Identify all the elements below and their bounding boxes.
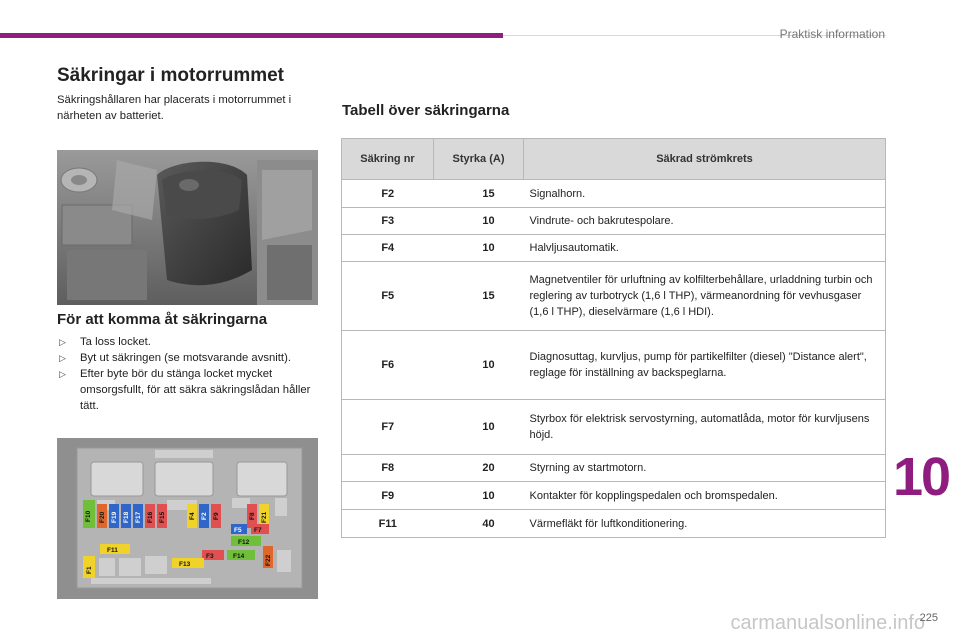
access-steps <box>57 334 322 414</box>
table-row <box>342 180 886 208</box>
fuse-number: F6 <box>342 331 434 400</box>
fuse-label: F5 <box>234 527 242 534</box>
column-header-circuit: Säkrad strömkrets <box>524 139 886 180</box>
fuse-label: F1 <box>86 566 93 574</box>
table-row <box>342 208 886 235</box>
access-subtitle: För att komma åt säkringarna <box>57 311 268 328</box>
fuse-circuit: Halvljusautomatik. <box>524 235 886 262</box>
fuse-amperage: 10 <box>434 331 524 400</box>
fuse-circuit: Styrning av startmotorn. <box>524 455 886 482</box>
fuse-circuit: Vindrute- och bakrutespolare. <box>524 208 886 235</box>
fuse-number: F5 <box>342 262 434 331</box>
fuse-amperage: 10 <box>434 482 524 510</box>
fuse-label: F11 <box>107 547 118 554</box>
table-title: Tabell över säkringarna <box>342 102 510 119</box>
fuse-circuit: Kontakter för kopplingspedalen och bromspedalen. <box>524 482 886 510</box>
fuse-amperage: 10 <box>434 208 524 235</box>
table-row <box>342 400 886 455</box>
fuse-number: F11 <box>342 510 434 538</box>
fuse-label: F9 <box>213 512 220 520</box>
column-header-amperage: Styrka (A) <box>434 139 524 180</box>
fuse-number: F4 <box>342 235 434 262</box>
fuse-circuit: Värmefläkt för luftkonditionering. <box>524 510 886 538</box>
list-item: ▷ Efter byte bör du stänga locket mycket omsorgsfullt, för att säkra säkringslådan håller tätt. <box>59 368 311 412</box>
table-row <box>342 482 886 510</box>
fuse-label: F20 <box>99 511 106 523</box>
fuse-circuit: Styrbox för elektrisk servostyrning, automatlåda, motor för kurvljusens höjd. <box>524 400 886 455</box>
fuse-label: F10 <box>85 510 92 522</box>
column-header-fuse: Säkring nr <box>342 139 434 180</box>
fuse-label: F7 <box>254 527 262 534</box>
table-row <box>342 262 886 331</box>
header-accent-bar <box>0 33 503 38</box>
fuse-label: F13 <box>179 561 191 568</box>
fuse-number: F9 <box>342 482 434 510</box>
fuse-number: F7 <box>342 400 434 455</box>
fuse-label: F22 <box>265 554 272 566</box>
fuse-circuit: Signalhorn. <box>524 180 886 208</box>
fuse-box-diagram <box>57 438 318 599</box>
fuse-label: F16 <box>147 511 154 523</box>
fuse-label: F18 <box>123 511 130 523</box>
table-row <box>342 331 886 400</box>
fuse-label: F12 <box>238 539 250 546</box>
page-title: Säkringar i motorrummet <box>57 65 284 86</box>
table-row <box>342 510 886 538</box>
fuse-amperage: 10 <box>434 235 524 262</box>
table-row <box>342 455 886 482</box>
fuse-amperage: 40 <box>434 510 524 538</box>
fuse-number: F8 <box>342 455 434 482</box>
fuse-amperage: 15 <box>434 180 524 208</box>
fuse-label: F4 <box>189 512 196 520</box>
watermark: carmanualsonline.info <box>730 612 925 634</box>
fuse-circuit: Magnetventiler för urluftning av kolfilterbehållare, urladdning turbin och reglering av turbotryck (1,6 l THP), värmeanordning för vevhusgaser (1,6 l THP), dieselvärmare (1,6 l HDI). <box>524 262 886 331</box>
fuse-amperage: 15 <box>434 262 524 331</box>
table-row <box>342 235 886 262</box>
list-item: ▷ Ta loss locket. <box>59 336 151 348</box>
fuse-table <box>341 138 886 538</box>
fuse-number: F3 <box>342 208 434 235</box>
fuse-label: F2 <box>201 512 208 520</box>
fuse-number: F2 <box>342 180 434 208</box>
intro-text: Säkringshållaren har placerats i motorrummet i närheten av batteriet. <box>57 94 292 122</box>
fuse-label: F15 <box>159 511 166 523</box>
bullet-icon: ▷ <box>59 369 66 379</box>
fuse-label: F19 <box>111 511 118 523</box>
section-label: Praktisk information <box>779 27 885 41</box>
fuse-label: F17 <box>135 511 142 523</box>
fuse-amperage: 10 <box>434 400 524 455</box>
fuse-amperage: 20 <box>434 455 524 482</box>
fuse-label: F3 <box>206 553 214 560</box>
fuse-label: F14 <box>233 553 245 560</box>
chapter-number: 10 <box>893 447 950 507</box>
list-item: ▷ Byt ut säkringen (se motsvarande avsnitt). <box>59 352 291 364</box>
engine-bay-photo <box>57 150 318 305</box>
fuse-label: F8 <box>249 512 256 520</box>
bullet-icon: ▷ <box>59 337 66 347</box>
bullet-icon: ▷ <box>59 353 66 363</box>
table-header-row <box>342 139 886 180</box>
fuse-label: F21 <box>261 511 268 523</box>
page-number: 225 <box>919 612 938 624</box>
fuse-circuit: Diagnosuttag, kurvljus, pump för partikelfilter (diesel) "Distance alert", reglage för inställning av backspeglarna. <box>524 331 886 400</box>
